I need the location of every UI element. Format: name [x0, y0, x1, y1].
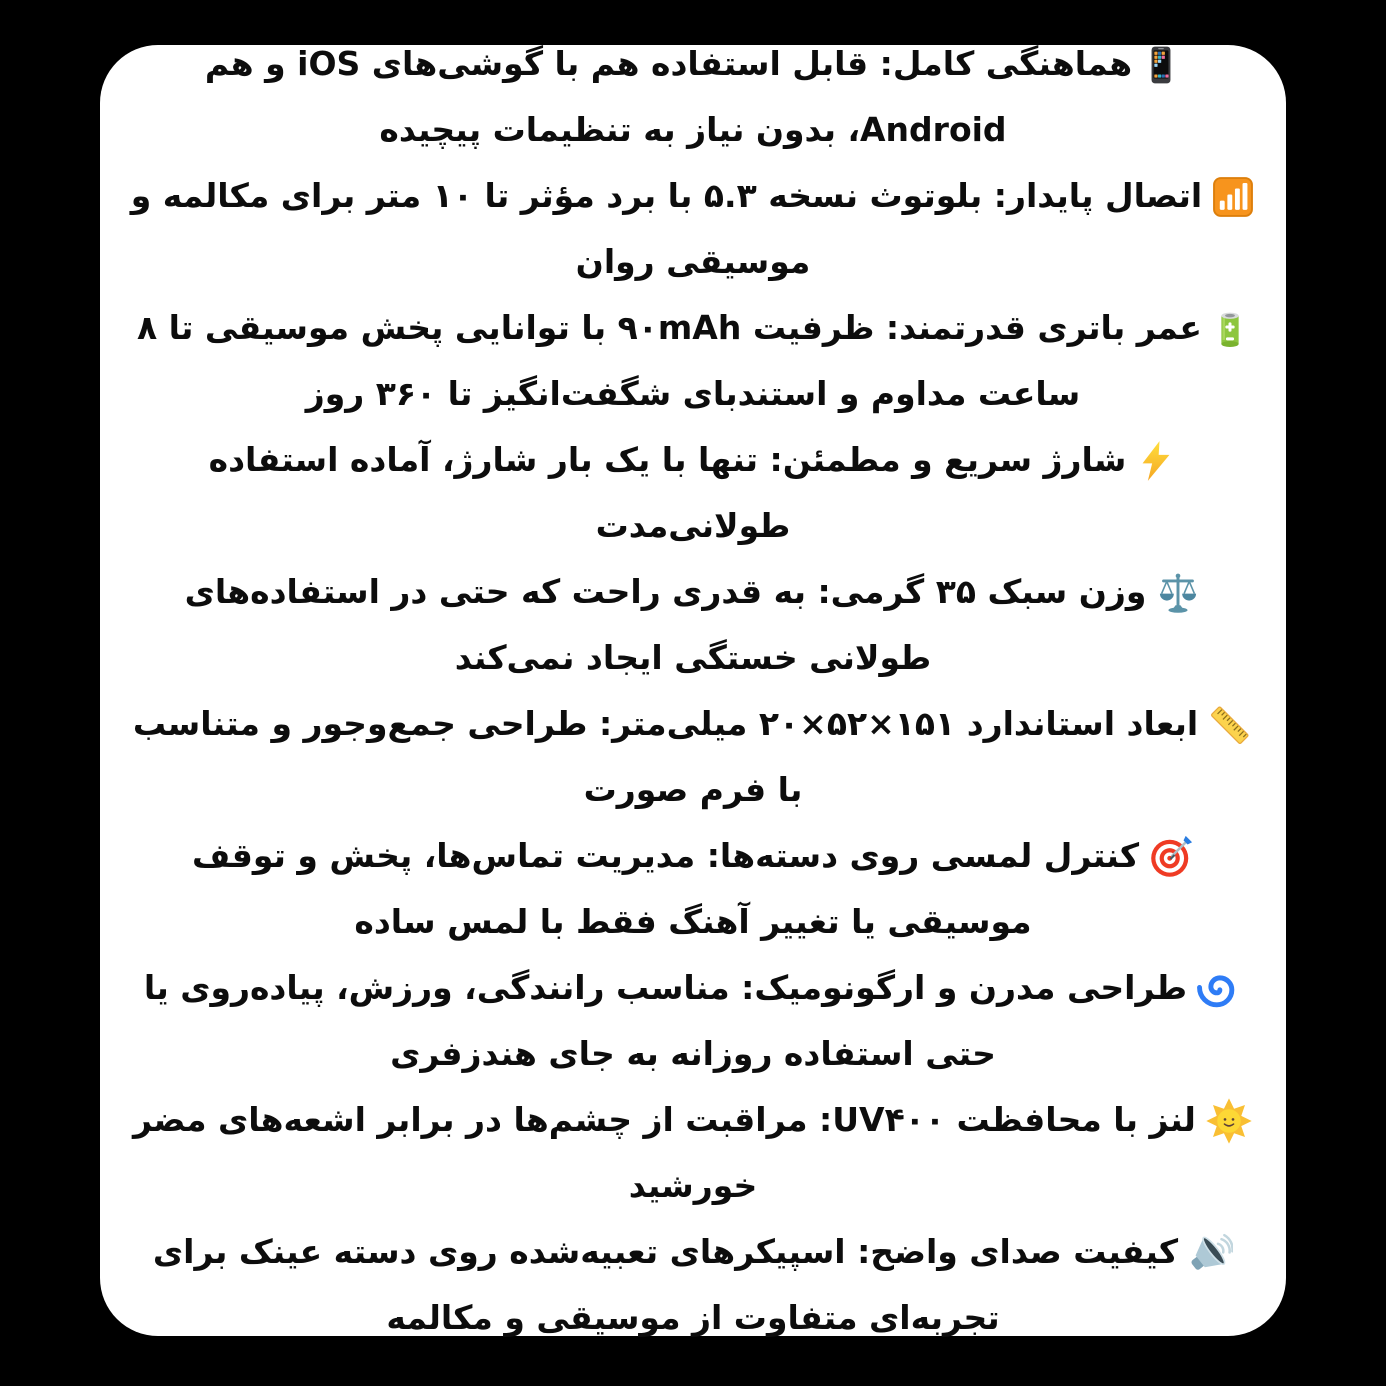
feature-text: عمر باتری قدرتمند: ظرفیت ۹۰mAh با توانایی پخش موسیقی تا ۸ ساعت مداوم و استندبای شگفت‌انگیز تا ۳۶۰ روز: [137, 307, 1202, 413]
feature-text: هماهنگی کامل: قابل استفاده هم با گوشی‌های iOS و هم Android، بدون نیاز به تنظیمات پیچیده: [204, 43, 1133, 149]
cyclone-icon: [1196, 966, 1242, 1012]
feature-card: [100, 45, 1286, 1336]
feature-item-battery: [130, 295, 1256, 427]
loudspeaker-icon: [1187, 1230, 1233, 1276]
feature-text: طراحی مدرن و ارگونومیک: مناسب رانندگی، ورزش، پیاده‌روی یا حتی استفاده روزانه به جای هندزفری: [143, 967, 1188, 1073]
feature-item-charging: [130, 427, 1256, 559]
signal-bars-icon: [1211, 175, 1255, 219]
feature-item-dimensions: [130, 691, 1256, 823]
balance-scale-icon: [1155, 571, 1201, 615]
feature-item-compatibility: [130, 31, 1256, 163]
feature-item-uv-protection: [130, 1087, 1256, 1219]
battery-icon: [1211, 307, 1249, 351]
feature-text: شارژ سریع و مطمئن: تنها با یک بار شارژ، آماده استفاده طولانی‌مدت: [208, 439, 1127, 545]
feature-item-connection: [130, 163, 1256, 295]
lightning-bolt-icon: [1135, 438, 1177, 484]
feature-item-design: [130, 955, 1256, 1087]
feature-item-touch-control: [130, 823, 1256, 955]
feature-text: کیفیت صدای واضح: اسپیکرهای تعبیه‌شده روی دسته عینک برای تجربه‌ای متفاوت از موسیقی و مکالمه: [152, 1231, 1179, 1337]
feature-text: لنز با محافظت UV۴۰۰: مراقبت از چشم‌ها در برابر اشعه‌های مضر خورشید: [133, 1099, 1196, 1205]
feature-item-sound-quality: [130, 1219, 1256, 1351]
feature-item-weight: [130, 559, 1256, 691]
mobile-phone-icon: [1141, 44, 1181, 86]
ruler-icon: [1207, 702, 1253, 748]
feature-text: وزن سبک ۳۵ گرمی: به قدری راحت که حتی در استفاده‌های طولانی خستگی ایجاد نمی‌کند: [184, 571, 1147, 677]
dart-target-icon: [1148, 834, 1194, 880]
feature-text: اتصال پایدار: بلوتوث نسخه ۵.۳ با برد مؤثر تا ۱۰ متر برای مکالمه و موسیقی روان: [130, 175, 1203, 281]
sun-with-face-icon: [1205, 1097, 1253, 1145]
feature-text: کنترل لمسی روی دسته‌ها: مدیریت تماس‌ها، پخش و توقف موسیقی یا تغییر آهنگ فقط با لمس ساده: [191, 835, 1140, 941]
feature-text: ابعاد استاندارد ۱۵۱×۵۲×۲۰ میلی‌متر: طراحی جمع‌وجور و متناسب با فرم صورت: [132, 703, 1199, 809]
